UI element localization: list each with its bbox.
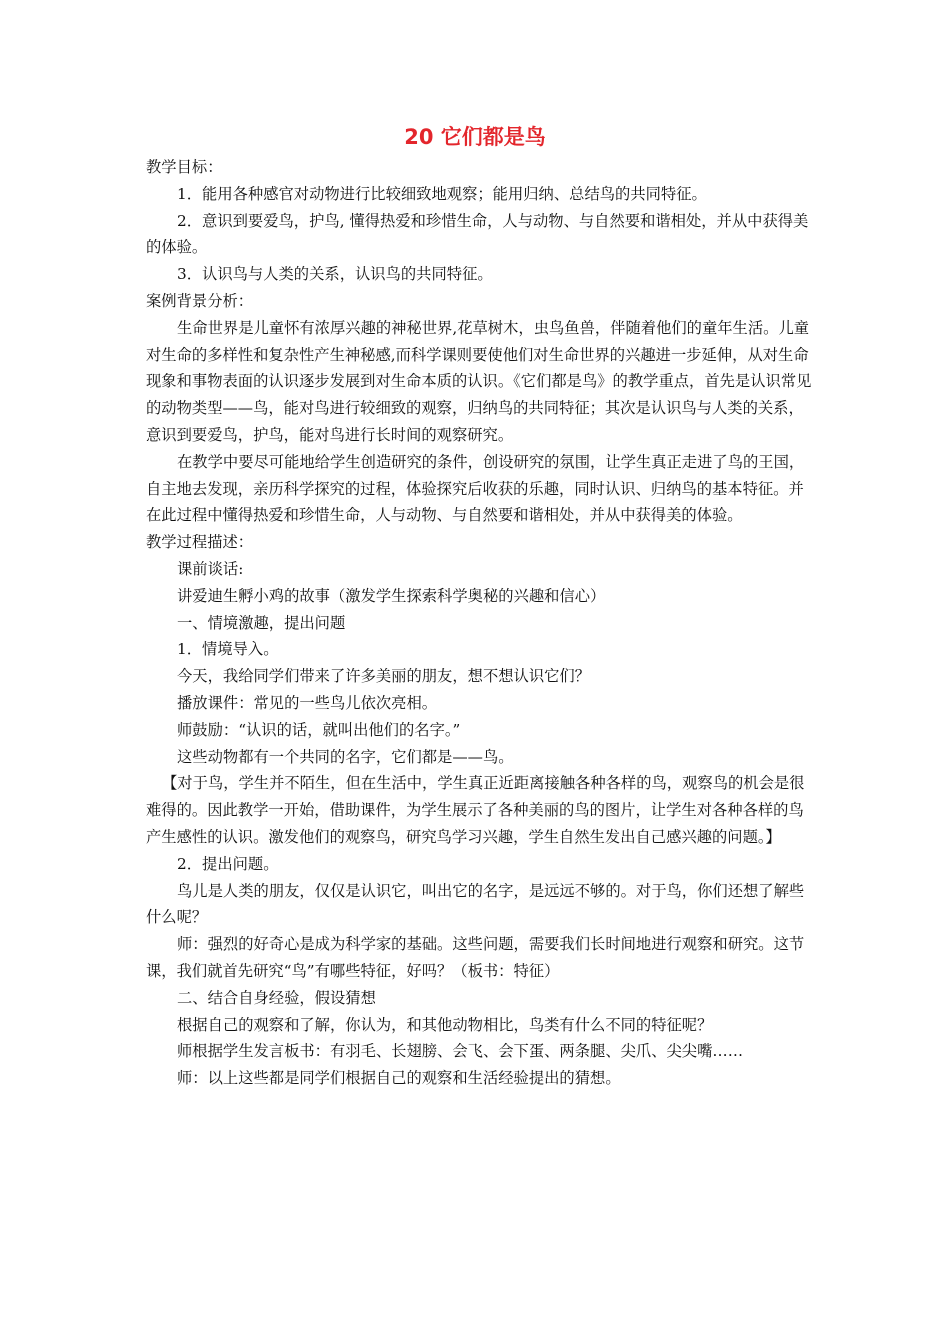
background-paragraph: 生命世界是儿童怀有浓厚兴趣的神秘世界,花草树木，虫鸟鱼兽，伴随着他们的童年生活。儿童对生命的多样性和复杂性产生神秘感,而科学课则要使他们对生命世界的兴趣进一步延伸，从对生命现象和事物表面的认识逐步发展到对生命本质的认识。《它们都是鸟》的教学重点，首先是认识常见的动物类型——鸟，能对鸟进行较细致的观察，归纳鸟的共同特征；其次是认识鸟与人类的关系，意识到要爱鸟，护鸟，能对鸟进行长时间的观察研究。: [146, 318, 812, 444]
commentary-block: 【对于鸟，学生并不陌生，但在生活中，学生真正近距离接触各种各样的鸟，观察鸟的机会是很难得的。因此教学一开始，借助课件，为学生展示了各种美丽的鸟的图片，让学生对各种各样的鸟产生感性的认识。激发他们的观察鸟，研究鸟学习兴趣，学生自然生发出自己感兴趣的问题。】: [146, 774, 805, 846]
goal-item: 1．能用各种感官对动物进行比较细致地观察；能用归纳、总结鸟的共同特征。: [177, 184, 707, 203]
process-line: 1．情境导入。: [177, 640, 279, 659]
page-title: 20 它们都是鸟: [404, 125, 546, 149]
process-line: 讲爱迪生孵小鸡的故事（激发学生探索科学奥秘的兴趣和信心）: [177, 586, 606, 605]
process-line: 根据自己的观察和了解，你认为，和其他动物相比，鸟类有什么不同的特征呢？: [177, 1015, 713, 1034]
process-line: 二、结合自身经验，假设猜想: [177, 988, 376, 1007]
process-line: 师根据学生发言板书：有羽毛、长翅膀、会飞、会下蛋、两条腿、尖爪、尖尖嘴……: [177, 1042, 743, 1061]
goal-item: 3．认识鸟与人类的关系，认识鸟的共同特征。: [177, 265, 493, 284]
process-line: 师鼓励：“认识的话，就叫出他们的名字。”: [177, 720, 461, 739]
process-heading: 教学过程描述：: [146, 533, 254, 552]
process-line: 课前谈话:: [177, 559, 244, 578]
process-line: 2．提出问题。: [177, 854, 279, 873]
background-paragraph: 在教学中要尽可能地给学生创造研究的条件，创设研究的氛围，让学生真正走进了鸟的王国，自主地去发现，亲历科学探究的过程，体验探究后收获的乐趣，同时认识、归纳鸟的基本特征。并在此过程中懂得热爱和珍惜生命，人与动物、与自然要和谐相处，并从中获得美的体验。: [146, 452, 805, 525]
goals-heading: 教学目标：: [146, 158, 223, 176]
process-line: 播放课件：常见的一些鸟儿依次亮相。: [177, 693, 438, 712]
process-line: 这些动物都有一个共同的名字，它们都是——鸟。: [177, 747, 514, 766]
process-line: 师：强烈的好奇心是成为科学家的基础。这些问题，需要我们长时间地进行观察和研究。这节课，我们就首先研究“鸟”有哪些特征，好吗？（板书：特征）: [146, 935, 805, 980]
process-line: 师：以上这些都是同学们根据自己的观察和生活经验提出的猜想。: [177, 1069, 621, 1088]
document-body: [146, 154, 816, 1092]
goal-item: 2．意识到要爱鸟，护鸟, 懂得热爱和珍惜生命，人与动物、与自然要和谐相处，并从中获得美的体验。: [146, 211, 809, 257]
background-heading: 案例背景分析：: [146, 291, 254, 310]
process-line: 鸟儿是人类的朋友，仅仅是认识它，叫出它的名字，是远远不够的。对于鸟，你们还想了解些什么呢？: [146, 881, 805, 927]
process-line: 今天，我给同学们带来了许多美丽的朋友，想不想认识它们？: [177, 667, 591, 686]
process-line: 一、情境激趣，提出问题: [177, 613, 346, 632]
